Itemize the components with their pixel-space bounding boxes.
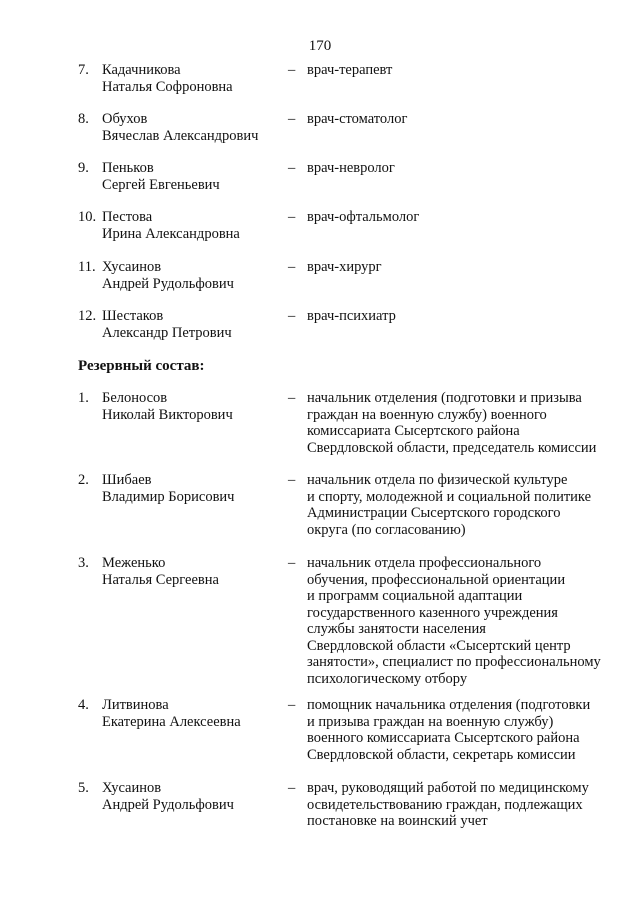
item-number: 5. — [78, 780, 89, 796]
member-role: помощник начальника отделения (подготовки и призыва граждан на военную службу) военного комиссариата Сысертского района Свердловской области, секретарь комиссии — [307, 697, 591, 763]
member-role: начальник отдела по физической культуре и спорту, молодежной и социальной политике Администрации Сысертского городского округа (по согласованию) — [307, 472, 592, 538]
dash: – — [288, 160, 296, 176]
member-role: начальник отделения (подготовки и призыва граждан на военную службу) военного комиссариата Сысертского района Свердловской области, председатель комиссии — [307, 390, 597, 456]
item-number: 12. — [78, 308, 97, 324]
member-role: врач-терапевт — [307, 62, 393, 78]
member-role: врач-хирург — [307, 259, 382, 275]
page-number: 170 — [308, 38, 332, 54]
member-name: Меженько Наталья Сергеевна — [102, 555, 219, 588]
reserve-heading: Резервный состав: — [78, 358, 205, 374]
member-name: Шибаев Владимир Борисович — [102, 472, 235, 505]
member-name: Белоносов Николай Викторович — [102, 390, 233, 423]
item-number: 3. — [78, 555, 89, 571]
dash: – — [288, 555, 296, 571]
dash: – — [288, 390, 296, 406]
member-name: Шестаков Александр Петрович — [102, 308, 232, 341]
member-role: врач-психиатр — [307, 308, 396, 324]
dash: – — [288, 308, 296, 324]
item-number: 9. — [78, 160, 89, 176]
item-number: 1. — [78, 390, 89, 406]
member-name: Обухов Вячеслав Александрович — [102, 111, 259, 144]
member-name: Хусаинов Андрей Рудольфович — [102, 780, 234, 813]
member-name: Литвинова Екатерина Алексеевна — [102, 697, 241, 730]
dash: – — [288, 259, 296, 275]
member-role: врач-офтальмолог — [307, 209, 420, 225]
member-name: Хусаинов Андрей Рудольфович — [102, 259, 234, 292]
dash: – — [288, 209, 296, 225]
dash: – — [288, 62, 296, 78]
dash: – — [288, 472, 296, 488]
item-number: 2. — [78, 472, 89, 488]
dash: – — [288, 780, 296, 796]
member-role: начальник отдела профессионального обучения, профессиональной ориентации и программ социальной адаптации государственного казенного учреждения службы занятости населения Свердловской области «Сысертский центр занятости», специалист по профессиональному психологическому отбору — [307, 555, 601, 687]
member-role: врач, руководящий работой по медицинскому освидетельствованию граждан, подлежащих постановке на воинский учет — [307, 780, 589, 829]
item-number: 4. — [78, 697, 89, 713]
dash: – — [288, 697, 296, 713]
member-role: врач-невролог — [307, 160, 395, 176]
item-number: 8. — [78, 111, 89, 127]
member-role: врач-стоматолог — [307, 111, 408, 127]
item-number: 7. — [78, 62, 89, 78]
member-name: Пеньков Сергей Евгеньевич — [102, 160, 220, 193]
member-name: Пестова Ирина Александровна — [102, 209, 240, 242]
member-name: Кадачникова Наталья Софроновна — [102, 62, 233, 95]
dash: – — [288, 111, 296, 127]
item-number: 11. — [78, 259, 96, 275]
item-number: 10. — [78, 209, 97, 225]
